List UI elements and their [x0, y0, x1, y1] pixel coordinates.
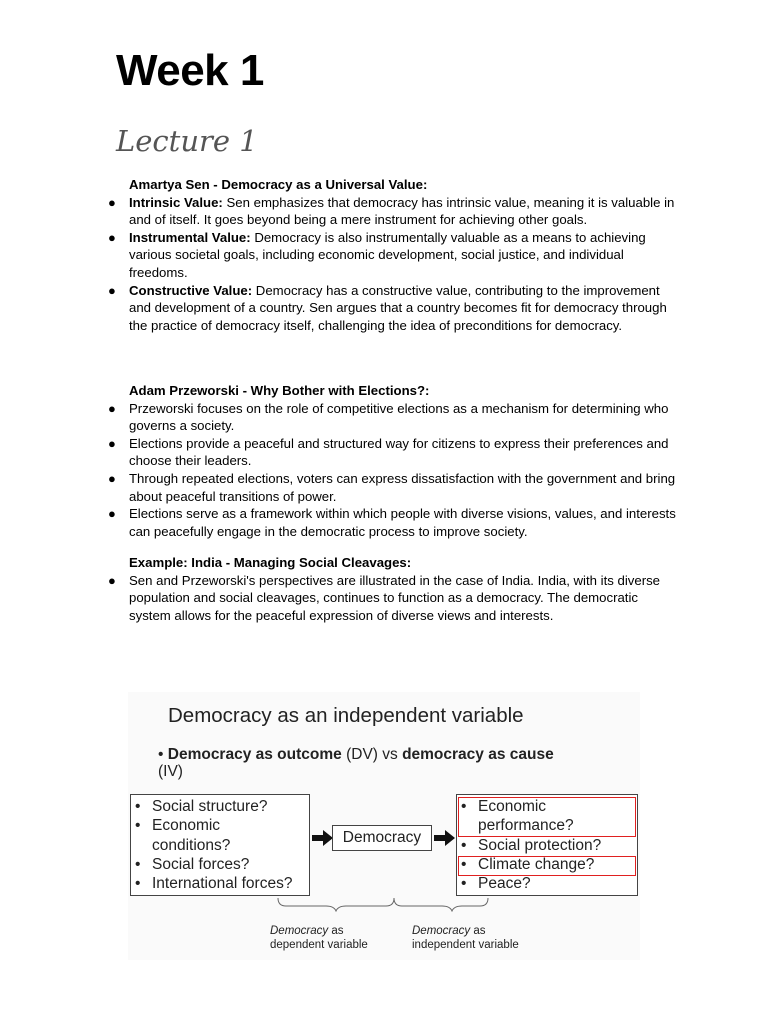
- item-text: Sen emphasizes that democracy has intrinsic value, meaning it is valuable in and of itself. It goes beyond being a mere instrument for achieving other goals.: [129, 194, 675, 228]
- item-text: Social protection?: [478, 836, 602, 854]
- democracy-box: Democracy: [332, 825, 432, 851]
- bullet-icon: ●: [108, 282, 116, 298]
- caption-part: independent variable: [412, 939, 519, 951]
- bullet-icon: ●: [108, 470, 116, 486]
- arrow-right-icon: [434, 830, 456, 846]
- bullet-icon: ●: [108, 229, 116, 245]
- bullet-icon: ●: [108, 506, 116, 522]
- subtitle-part: Democracy as outcome: [167, 746, 342, 763]
- bullet-icon: •: [461, 836, 467, 854]
- brace-icon: [276, 896, 496, 912]
- list-item: [108, 229, 683, 282]
- caption-dependent: [270, 924, 368, 952]
- item-text: Climate change?: [478, 855, 595, 873]
- slide-figure: [128, 692, 640, 960]
- arrow-right-icon: [312, 830, 334, 846]
- item-text: Economic: [152, 817, 221, 835]
- subtitle-part: democracy as cause: [402, 746, 554, 763]
- item-label: Instrumental Value:: [129, 229, 251, 245]
- lecture-subheading: Lecture 1: [116, 124, 258, 158]
- list-item: [108, 435, 683, 470]
- bullet-icon: •: [135, 798, 141, 815]
- item-text: Through repeated elections, voters can express dissatisfaction with the government and bring about peaceful transitions of power.: [129, 470, 676, 504]
- item-text: Social forces?: [152, 855, 250, 873]
- item-text: Elections serve as a framework within which people with diverse visions, values, and interests can peacefully engage in the democratic process to improve society.: [129, 506, 676, 539]
- item-label: Intrinsic Value:: [129, 194, 223, 210]
- highlight-economic: [458, 797, 636, 837]
- section-przeworski: [108, 382, 683, 540]
- list-item: [108, 470, 683, 505]
- caption-part: as: [328, 925, 344, 937]
- item-text: Przeworski focuses on the role of competitive elections as a mechanism for determining who governs a society.: [129, 400, 669, 434]
- bullet-icon: ●: [108, 435, 116, 451]
- item-text: Peace?: [478, 875, 531, 893]
- list-item: [108, 194, 683, 229]
- list-item: [135, 855, 292, 874]
- item-text: Sen and Przeworski's perspectives are illustrated in the case of India. India, with its diverse population and social cleavages, continues to function as a democracy. The democratic system allows for the peaceful expression of diverse views and interests.: [129, 572, 661, 623]
- list-item: [108, 282, 683, 335]
- bullet-icon: •: [461, 798, 467, 815]
- caption-part: Democracy: [270, 925, 329, 937]
- item-text: International forces?: [152, 875, 293, 893]
- caption-independent: [412, 924, 519, 952]
- list-item: [461, 836, 601, 855]
- highlight-climate: [458, 856, 636, 876]
- page-heading: Week 1: [116, 46, 264, 95]
- list-item: [135, 874, 292, 893]
- caption-part: dependent variable: [270, 939, 368, 951]
- bullet-icon: ●: [108, 194, 116, 210]
- bullet-icon: •: [135, 855, 141, 873]
- caption-part: Democracy: [412, 925, 471, 937]
- section-title: Adam Przeworski - Why Bother with Elections?:: [129, 383, 430, 398]
- bullet-icon: •: [158, 746, 164, 763]
- item-text: Democracy is also instrumentally valuable as a means to achieving various societal goals, including economic development, social justice, and individual freedoms.: [129, 229, 646, 280]
- bullet-icon: •: [135, 875, 141, 893]
- section-title: Example: India - Managing Social Cleavages:: [129, 555, 412, 570]
- list-item-continuation: [135, 836, 292, 855]
- figure-title: Democracy as an independent variable: [168, 704, 524, 727]
- caption-part: as: [470, 925, 486, 937]
- figure-subtitle: [158, 746, 628, 780]
- list-item: [461, 874, 601, 893]
- bullet-icon: •: [461, 875, 467, 893]
- item-label: Constructive Value:: [129, 282, 253, 298]
- section-title: Amartya Sen - Democracy as a Universal Value:: [129, 177, 428, 192]
- effects-box: [456, 794, 638, 896]
- causes-box: [130, 794, 310, 896]
- bullet-icon: ●: [108, 572, 116, 588]
- item-text: Democracy has a constructive value, contributing to the improvement and development of a country. Sen argues that a country becomes fit for democracy through the practice of democracy itself, challenging the idea of preconditions for democracy.: [129, 282, 667, 333]
- item-text: Economic: [478, 798, 547, 815]
- subtitle-part: (DV) vs: [341, 746, 403, 763]
- subtitle-part: (IV): [158, 763, 183, 780]
- list-item: [108, 400, 683, 435]
- section-sen: [108, 176, 683, 334]
- bullet-icon: •: [135, 817, 141, 835]
- section-india: [108, 554, 683, 624]
- item-text: conditions?: [152, 836, 231, 854]
- list-item: [108, 572, 683, 625]
- list-item: [135, 797, 292, 816]
- bullet-icon: •: [461, 855, 467, 873]
- item-text: performance?: [478, 817, 574, 835]
- item-text: Social structure?: [152, 798, 268, 815]
- item-text: Elections provide a peaceful and structured way for citizens to express their preferences and choose their leaders.: [129, 435, 669, 469]
- bullet-icon: ●: [108, 400, 116, 416]
- list-item: [135, 816, 292, 835]
- list-item: [108, 505, 683, 540]
